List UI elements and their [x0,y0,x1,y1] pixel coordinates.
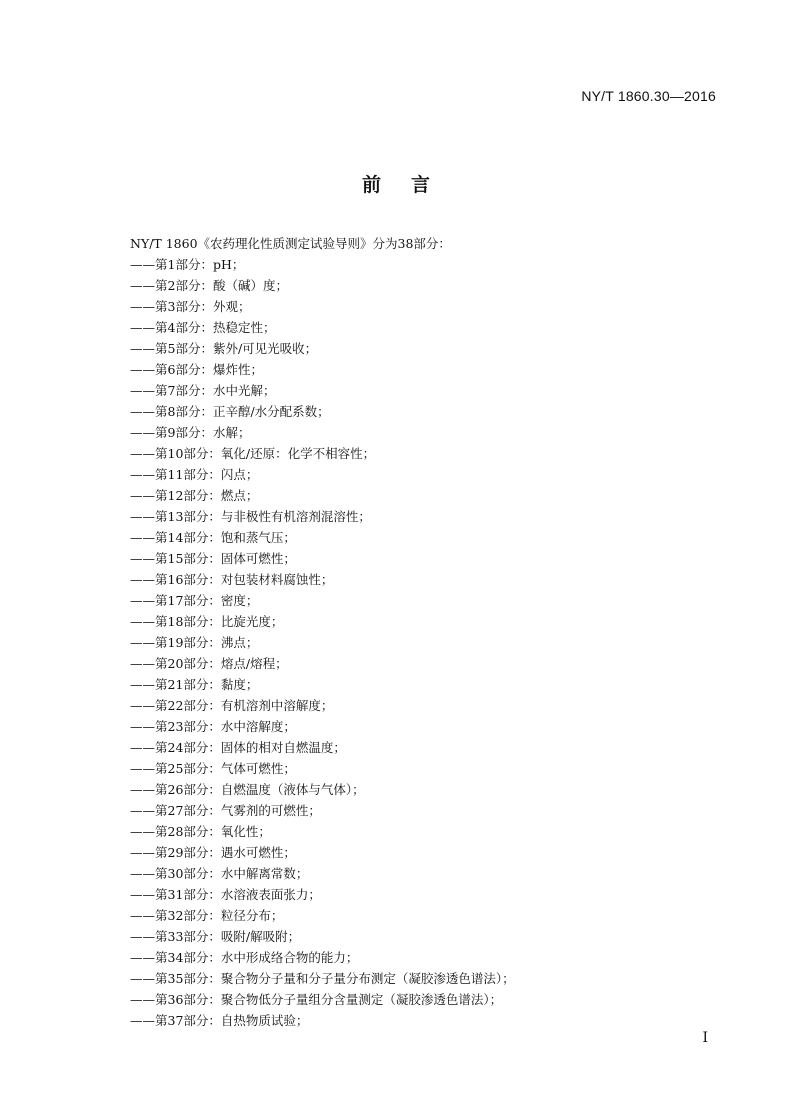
list-item: ——第36部分：聚合物低分子量组分含量测定（凝胶渗透色谱法）； [130,992,503,1007]
list-item: ——第35部分：聚合物分子量和分子量分布测定（凝胶渗透色谱法）； [130,971,515,986]
list-item: ——第1部分：pH； [130,257,245,272]
list-item: ——第11部分：闪点； [130,467,259,482]
foreword-content [130,233,730,1031]
list-item: ——第17部分：密度； [130,593,259,608]
intro-line: NY/T 1860《农药理化性质测定试验导则》分为38部分： [130,236,451,251]
list-item: ——第9部分：水解； [130,425,251,440]
parts-list [130,254,730,1031]
list-item: ——第29部分：遇水可燃性； [130,845,296,860]
list-item: ——第21部分：黏度； [130,677,259,692]
list-item: ——第26部分：自燃温度（液体与气体）； [130,782,365,797]
list-item: ——第2部分：酸（碱）度； [130,278,288,293]
document-code: NY/T 1860.30—2016 [581,88,716,104]
list-item: ——第20部分：熔点/熔程； [130,656,288,671]
list-item: ——第5部分：紫外/可见光吸收； [130,341,318,356]
list-item: ——第37部分：自热物质试验； [130,1013,309,1028]
list-item: ——第22部分：有机溶剂中溶解度； [130,698,334,713]
list-item: ——第34部分：水中形成络合物的能力； [130,950,359,965]
list-item: ——第18部分：比旋光度； [130,614,284,629]
page-title: 前言 [361,174,460,196]
list-item: ——第7部分：水中光解； [130,383,276,398]
list-item: ——第16部分：对包装材料腐蚀性； [130,572,334,587]
list-item: ——第31部分：水溶液表面张力； [130,887,321,902]
list-item: ——第4部分：热稳定性； [130,320,276,335]
list-item: ——第3部分：外观； [130,299,251,314]
list-item: ——第10部分：氧化/还原：化学不相容性； [130,446,376,461]
list-item: ——第23部分：水中溶解度； [130,719,296,734]
list-item: ——第25部分：气体可燃性； [130,761,296,776]
list-item: ——第24部分：固体的相对自燃温度； [130,740,346,755]
list-item: ——第14部分：饱和蒸气压； [130,530,296,545]
page-number: I [702,1030,708,1046]
list-item: ——第12部分：燃点； [130,488,259,503]
list-item: ——第27部分：气雾剂的可燃性； [130,803,321,818]
list-item: ——第30部分：水中解离常数； [130,866,309,881]
list-item: ——第32部分：粒径分布； [130,908,284,923]
list-item: ——第6部分：爆炸性； [130,362,263,377]
list-item: ——第19部分：沸点； [130,635,259,650]
list-item: ——第15部分：固体可燃性； [130,551,296,566]
list-item: ——第33部分：吸附/解吸附； [130,929,301,944]
list-item: ——第13部分：与非极性有机溶剂混溶性； [130,509,371,524]
list-item: ——第8部分：正辛醇/水分配系数； [130,404,330,419]
list-item: ——第28部分：氧化性； [130,824,271,839]
